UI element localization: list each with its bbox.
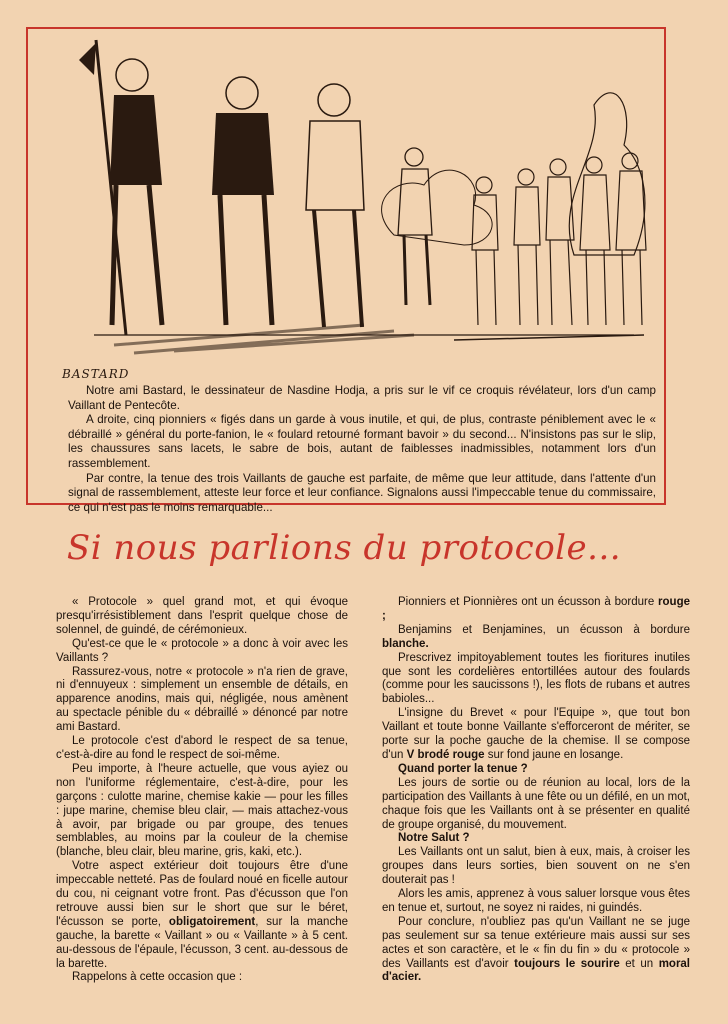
emphasis: blanche. (382, 637, 429, 650)
emphasis: V brodé rouge (406, 748, 485, 761)
emphasis: rouge ; (382, 596, 690, 622)
section-heading: Quand porter la tenue ? (398, 762, 528, 775)
paragraph (382, 596, 690, 624)
paragraph: Les jours de sortie ou de réunion au local, lors de la participation des Vaillants à une fête ou un défilé, en un mot, chaque fois que les Vaillants ont à se présenter en qualité de groupe organisé, du mouvement. (382, 776, 690, 831)
text: et un (619, 957, 659, 970)
caption-paragraph: Par contre, la tenue des trois Vaillants de gauche est parfaite, de même que leur attitude, dans l'attente d'un signal de rassemblement, atteste leur force et leur confiance. Signalons aussi l'impeccable tenue du commissaire, ce qui n'est pas le moins remarquable... (68, 471, 656, 514)
text: sur fond jaune en losange. (484, 748, 624, 761)
paragraph: Rassurez-vous, notre « protocole » n'a rien de grave, ni d'ennuyeux : simplement un ensemble de détails, en apparence anodins, mais qui, négligée, nous amènent au spectacle pénible du « débraillé » dénoncé par notre ami Bastard. (56, 665, 348, 734)
paragraph: Peu importe, à l'heure actuelle, que vous ayiez ou non l'uniforme réglementaire, c'est-à-dire, pour les garçons : culotte marine, chemise kakie — pour les filles : jupe marine, chemise bleu clair, — mais attachez-vous à avoir, par brigade ou par groupe, des tenues semblables, au moins par la couleur de la chemise (blanche, bleu clair, bleu marine, gris, kaki, etc.). (56, 762, 348, 859)
left-column (56, 596, 348, 985)
paragraph: Le protocole c'est d'abord le respect de sa tenue, c'est-à-dire au fond le respect de soi-même. (56, 735, 348, 761)
article-title: Si nous parlions du protocole... (66, 528, 622, 568)
paragraph: Les Vaillants ont un salut, bien à eux, mais, à croiser les groupes dans leurs sorties, bien souvent on ne s'en douterait pas ! (382, 846, 690, 887)
text: Pionniers et Pionnières ont un écusson à bordure (398, 596, 659, 608)
emphasis: toujours le sourire (514, 957, 620, 970)
emphasis: moral d'acier. (382, 957, 691, 984)
caption-paragraph: Notre ami Bastard, le dessinateur de Nasdine Hodja, a pris sur le vif ce croquis révélateur, lors d'un camp Vaillant de Pentecôte. (68, 384, 656, 412)
text: , sur la manche gauche, la barette « Vaillant » ou « Vaillante » à 5 cent. au-dessous de l'épaule, l'écusson, 3 cent. au-dessous de la barette. (56, 915, 348, 970)
paragraph: Rappelons à cette occasion que : (72, 971, 243, 984)
text: Pour conclure, n'oubliez pas qu'un Vaillant ne se juge pas seulement sur sa tenue extérieure mais aussi sur ses actes et son caractère, et le « fin du fin » du « protocole » des Vaillants est d'avoir (382, 915, 690, 970)
paragraph: Qu'est-ce que le « protocole » a donc à voir avec les Vaillants ? (56, 637, 348, 664)
text: L'insigne du Brevet « pour l'Equipe », que tout bon Vaillant et toute bonne Vaillante s'efforceront de mériter, se porte sur la poche gauche de la chemise. Il se compose d'un (382, 707, 690, 761)
paragraph (56, 860, 348, 971)
illustration-frame (26, 27, 666, 514)
paragraph (382, 916, 690, 986)
text: Benjamins et Benjamines, un écusson à bordure (398, 623, 690, 636)
paragraph: Prescrivez impitoyablement toutes les fioritures inutiles que sont les cordelières entortillées autour des foulards (comme pour les saucissons !), les flots de rubans et autres babioles... (382, 651, 690, 706)
paragraph (382, 624, 690, 652)
illustration-caption (68, 384, 656, 515)
section-heading: Notre Salut ? (398, 832, 470, 845)
right-column (382, 596, 690, 985)
caption-paragraph: A droite, cinq pionniers « figés dans un garde à vous inutile, et qui, de plus, contraste péniblement avec le « débraillé » général du porte-fanion, le « foulard retourné formant bavoir » du second... N'insistons pas sur le slip, les chaussures sans lacets, le sabre de bois, autant de faiblesses inadmissibles, notamment lors d'un rassemblement. (68, 413, 656, 470)
emphasis: obligatoirement (168, 915, 256, 928)
text: Votre aspect extérieur doit toujours être d'une impeccable netteté. Pas de foulard noué en ficelle autour du cou, ni ceignant votre front. Pas d'écusson que l'on retrouve aussi bien sur le short que sur le béret, l'écusson se porte, (56, 860, 348, 928)
artist-signature: BASTARD (62, 367, 130, 381)
paragraph: Alors les amis, apprenez à vous saluer lorsque vous êtes en tenue et, surtout, ne soyez ni raides, ni guindés. (382, 888, 690, 914)
paragraph: « Protocole » quel grand mot, et qui évoque presqu'irrésistiblement dans l'esprit quelque chose de solennel, de guindé, de cérémonieux. (56, 596, 348, 636)
illustration-drawing (34, 35, 658, 379)
paragraph (382, 707, 690, 763)
